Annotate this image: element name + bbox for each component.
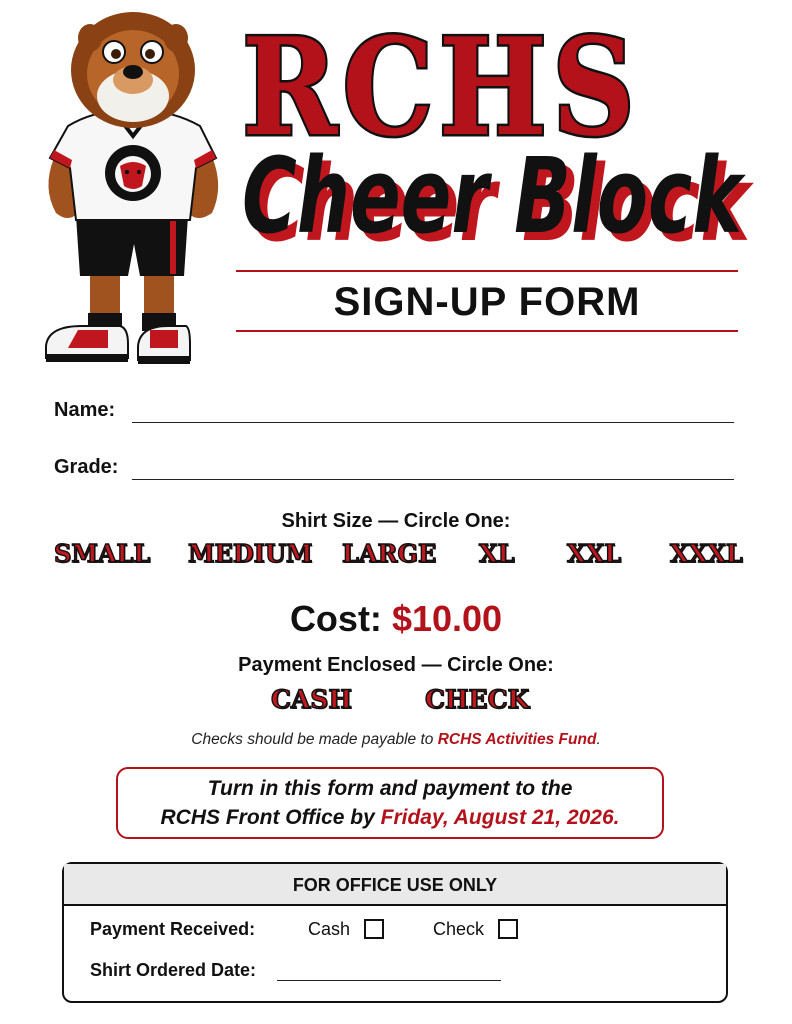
office-check-label: Check [433,919,485,939]
shirt-size-title: Shirt Size — Circle One: [281,510,511,532]
office-cash-label: Cash [308,919,351,939]
size-option-small[interactable]: SMALL [54,539,151,568]
cheer-block-title [228,128,758,268]
title-rule-top [236,270,738,272]
office-cash-checkbox[interactable] [364,919,384,939]
activities-fund-name: RCHS Activities Fund [437,731,597,748]
svg-text:RCHS: RCHS [242,8,640,166]
payment-title: Payment Enclosed — Circle One: [238,654,554,676]
turn-in-line-2 [118,803,662,832]
svg-text:Cheer Block: Cheer Block [242,135,747,257]
turn-in-office: RCHS Front Office by [160,806,381,829]
payment-received-label: Payment Received: [90,919,256,939]
office-use-box [62,862,728,1003]
name-label: Name: [54,399,116,421]
checks-payable-note [0,731,792,749]
shirt-ordered-date-label: Shirt Ordered Date: [90,960,257,980]
payment-option-check[interactable]: CHECK [425,685,530,714]
size-option-xxl[interactable]: XXL [567,539,622,568]
size-option-xl[interactable]: XL [479,539,515,568]
cost-line [0,598,792,640]
title-rule-bottom [236,330,738,332]
cost-label: Cost: [289,598,382,639]
turn-in-line-1: Turn in this form and payment to the [207,777,573,800]
checks-note-prefix: Checks should be made payable to [191,731,438,748]
name-field[interactable] [132,422,734,423]
checks-note-suffix: . [596,731,601,748]
turn-in-notice [116,767,664,839]
shirt-size-options [54,539,743,574]
size-option-large[interactable]: LARGE [342,539,437,568]
grade-field[interactable] [132,479,734,480]
turn-in-deadline: Friday, August 21, 2026. [380,806,620,829]
grade-label: Grade: [54,456,119,478]
form-subtitle: SIGN-UP FORM [333,280,641,324]
cost-value: $10.00 [391,598,503,639]
office-check-checkbox[interactable] [498,919,518,939]
payment-options [0,687,792,719]
shirt-ordered-date-field[interactable] [277,980,501,981]
size-option-medium[interactable]: MEDIUM [188,539,313,568]
size-option-xxxl[interactable]: XXXL [670,539,743,568]
payment-option-cash[interactable]: CASH [271,685,352,714]
office-use-header: FOR OFFICE USE ONLY [64,864,726,906]
lion-mascot-icon [38,8,228,380]
svg-text:Cheer Block: Cheer Block [250,143,755,265]
